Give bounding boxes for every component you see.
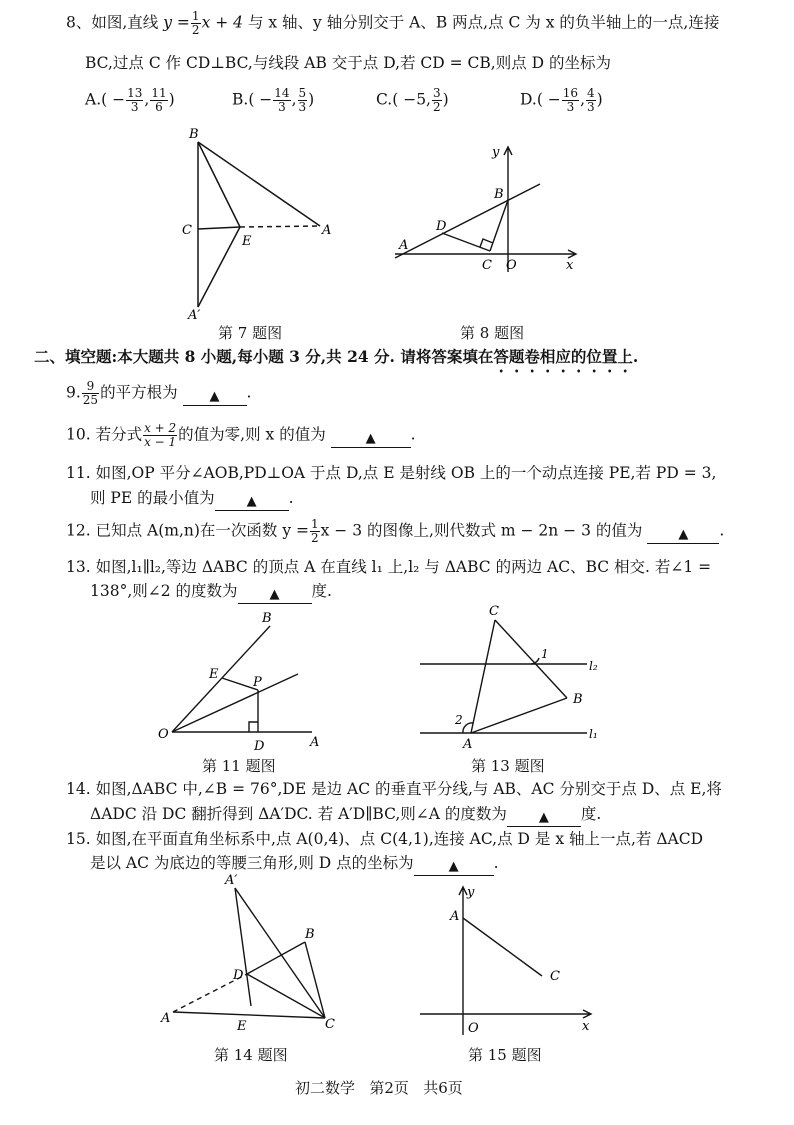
q13-line2: 138°,则∠2 的度数为 ▲ 度. bbox=[90, 582, 332, 602]
q15-answer-blank[interactable]: ▲ bbox=[414, 857, 494, 876]
fig7-label-b: B bbox=[189, 127, 199, 142]
fig14-label-aprime: A′ bbox=[225, 873, 238, 888]
fig13-label-angle1: 1 bbox=[541, 647, 549, 661]
figure-13 bbox=[415, 600, 615, 752]
fig8-label-a: A bbox=[399, 238, 409, 253]
fig14-label-d: D bbox=[233, 968, 244, 983]
q8-equation-left: y = bbox=[163, 13, 190, 32]
fig11-caption: 第 11 题图 bbox=[202, 757, 276, 775]
fig11-label-e: E bbox=[209, 667, 219, 682]
q8-equation-right: x + 4 bbox=[201, 13, 244, 32]
figure-8 bbox=[390, 142, 590, 277]
fig11-label-b: B bbox=[262, 611, 272, 626]
q8-option-b: B.( − $\frac{14}{3}$ , $\frac{5}{3}$ ) bbox=[232, 86, 315, 114]
fig8-label-d: D bbox=[436, 219, 447, 234]
q8-text-b: 与 x 轴、y 轴分别交于 A、B 两点,点 C 为 x 的负半轴上的一点,连接 bbox=[247, 13, 720, 32]
fig11-label-d: D bbox=[254, 739, 265, 754]
fig13-caption: 第 13 题图 bbox=[471, 757, 545, 775]
footer-subject: 初二数学 bbox=[295, 1079, 356, 1097]
q8-option-a: A.( − $\frac{13}{3}$ , $\frac{11}{6}$ ) bbox=[85, 86, 175, 114]
fig11-label-p: P bbox=[253, 675, 262, 690]
q12: 12. 已知点 A(m,n)在一次函数 y = $\frac{1}{2}$ x − 3 的图像上,则代数式 m − 2n − 3 的值为 ▲ . bbox=[66, 517, 725, 545]
q8-line2: BC,过点 C 作 CD⊥BC,与线段 AB 交于点 D,若 CD = CB,则点 D 的坐标为 bbox=[85, 54, 612, 72]
q10-answer-blank[interactable]: ▲ bbox=[331, 429, 411, 448]
q8-equation-fraction: $\frac{1}{2}$ bbox=[191, 9, 200, 37]
q8-line1 bbox=[66, 10, 719, 37]
fig15-label-a: A bbox=[450, 909, 460, 924]
page-footer bbox=[295, 1077, 463, 1099]
fig14-caption: 第 14 题图 bbox=[214, 1046, 288, 1064]
q11-line1: 11. 如图,OP 平分∠AOB,PD⊥OA 于点 D,点 E 是射线 OB 上的一个动点连接 PE,若 PD = 3, bbox=[66, 464, 717, 482]
fig13-label-l1: l₁ bbox=[589, 727, 598, 741]
q14-line1: 14. 如图,ΔABC 中,∠B = 76°,DE 是边 AC 的垂直平分线,与 AB、AC 分别交于点 D、点 E,将 bbox=[66, 780, 722, 798]
fig8-caption: 第 8 题图 bbox=[460, 324, 525, 342]
fig15-caption: 第 15 题图 bbox=[468, 1046, 542, 1064]
q9: 9. $\frac{9}{25}$ 的平方根为 ▲ . bbox=[66, 379, 252, 407]
fig15-label-x: x bbox=[582, 1019, 590, 1034]
q13-answer-blank[interactable]: ▲ bbox=[238, 585, 312, 604]
section-2-heading: 二、填空题:本大题共 8 小题,每小题 3 分,共 24 分. 请将答案填在答题卷相应的位置上. bbox=[34, 347, 639, 366]
q8-option-d: D.( − $\frac{16}{3}$ , $\frac{4}{3}$ ) bbox=[520, 86, 603, 114]
q10: 10. 若分式 $\frac{x + 2}{x - 1}$ 的值为零,则 x 的值为 ▲ . bbox=[66, 421, 416, 449]
fig13-label-c: C bbox=[489, 604, 499, 619]
q9-answer-blank[interactable]: ▲ bbox=[183, 387, 247, 406]
fig13-label-a: A bbox=[463, 737, 473, 752]
fig13-label-b: B bbox=[573, 692, 583, 707]
fig13-label-l2: l₂ bbox=[589, 659, 598, 673]
fig8-label-c: C bbox=[482, 258, 492, 273]
q8-number: 8、 bbox=[66, 13, 92, 32]
fig14-label-c: C bbox=[325, 1017, 335, 1032]
fig13-label-angle2: 2 bbox=[455, 713, 463, 727]
fig7-label-c: C bbox=[182, 223, 192, 238]
fig7-label-e: E bbox=[242, 234, 252, 249]
footer-page: 第2页 bbox=[369, 1079, 409, 1097]
q14-line2: ΔADC 沿 DC 翻折得到 ΔA′DC. 若 A′D∥BC,则∠A 的度数为 ▲ 度. bbox=[90, 805, 602, 825]
q13-line1: 13. 如图,l₁∥l₂,等边 ΔABC 的顶点 A 在直线 l₁ 上,l₂ 与 ΔABC 的两边 AC、BC 相交. 若∠1 = bbox=[66, 558, 712, 576]
fig15-label-y: y bbox=[467, 885, 475, 900]
fig15-label-c: C bbox=[550, 969, 560, 984]
fig14-label-b: B bbox=[305, 927, 315, 942]
q8-option-c: C.( −5, $\frac{3}{2}$ ) bbox=[376, 86, 449, 114]
q14-answer-blank[interactable]: ▲ bbox=[507, 808, 581, 827]
figure-11 bbox=[150, 606, 330, 754]
fig8-label-y: y bbox=[492, 145, 500, 160]
q11-line2: 则 PE 的最小值为 ▲ . bbox=[90, 489, 294, 509]
q11-answer-blank[interactable]: ▲ bbox=[215, 492, 289, 511]
figure-14 bbox=[155, 866, 355, 1036]
fig7-caption: 第 7 题图 bbox=[218, 324, 283, 342]
q8-text-a: 如图,直线 bbox=[91, 13, 159, 32]
footer-total: 共6页 bbox=[423, 1079, 463, 1097]
fig8-label-o: O bbox=[506, 258, 517, 273]
fig8-label-x: x bbox=[566, 258, 574, 273]
figure-7 bbox=[170, 122, 350, 322]
q12-answer-blank[interactable]: ▲ bbox=[647, 525, 719, 544]
q15-line2: 是以 AC 为底边的等腰三角形,则 D 点的坐标为 ▲ . bbox=[90, 854, 499, 874]
fig14-label-e: E bbox=[237, 1019, 247, 1034]
fig15-label-o: O bbox=[468, 1021, 479, 1036]
fig11-label-a: A bbox=[310, 735, 320, 750]
fig7-label-a: A bbox=[322, 223, 332, 238]
section-2-emphasis: 答题卷相应的位置上 bbox=[493, 347, 633, 366]
fig14-label-a: A bbox=[161, 1011, 171, 1026]
fig7-label-aprime: A′ bbox=[188, 308, 201, 322]
q15-line1: 15. 如图,在平面直角坐标系中,点 A(0,4)、点 C(4,1),连接 AC,点 D 是 x 轴上一点,若 ΔACD bbox=[66, 830, 704, 848]
figure-15 bbox=[410, 880, 600, 1040]
fig11-label-o: O bbox=[158, 727, 169, 742]
fig8-label-b: B bbox=[494, 187, 504, 202]
